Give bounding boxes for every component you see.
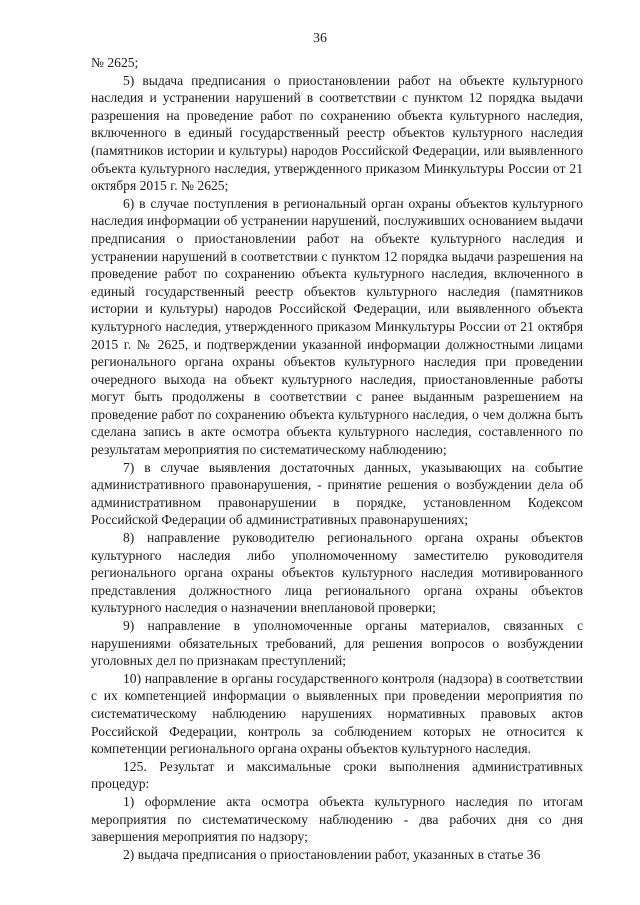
paragraph-continuation: № 2625; [91,55,139,70]
page-number: 36 [313,31,327,46]
paragraph-item-7: 7) в случае выявления достаточных данных, указывающих на событие административного правонарушения, - принятие решения о возбуждении дела об административном правонарушении в порядке, установленном Кодексом Российской Федерации об административных правонарушениях; [91,459,583,528]
paragraph-item-8: 8) направление руководителю регионального органа охраны объектов культурного наследия либо уполномоченному заместителю руководителя регионального органа охраны объектов культурного наследия мотивированного представления должностного лица регионального органа охраны объектов культурного наследия о назначении внеплановой проверки; [91,530,583,616]
paragraph-item-5: 5) выдача предписания о приостановлении работ на объекте культурного наследия и устранении нарушений в соответствии с пунктом 12 порядка выдачи разрешения на проведение работ по сохранению объекта культурного наследия, включенного в единый государственный реестр объектов культурного наследия (памятников истории и культуры) народов Российской Федерации, или выявленного объекта культурного наследия, утвержденного приказом Минкультуры России от 21 октября 2015 г. № 2625; [91,72,583,194]
paragraph-item-6: 6) в случае поступления в региональный орган охраны объектов культурного наследия информации об устранении нарушений, послуживших основанием выдачи предписания о приостановлении работ на объекте культурного наследия и устранении нарушений в соответствии с пунктом 12 порядка выдачи разрешения на проведение работ по сохранению объекта культурного наследия, включенного в единый государственный реестр объектов культурного наследия (памятников истории и культуры) народов Российской Федерации, или выявленного объекта культурного наследия, утвержденного приказом Минкультуры России от 21 октября 2015 г. № 2625, и подтверждении указанной информации должностными лицами регионального органа охраны объектов культурного наследия при проведении очередного выхода на объект культурного наследия, приостановленные работы могут быть продолжены в соответствии с ранее выданным разрешением на проведение работ по сохранению объекта культурного наследия, о чем должна быть сделана запись в акте осмотра объекта культурного наследия, составленного по результатам мероприятия по систематическому наблюдению; [91,195,583,458]
document-body [91,54,583,863]
paragraph-125-item-2: 2) выдача предписания о приостановлении работ, указанных в статье 36 [123,846,541,862]
paragraph-item-10: 10) направление в органы государственного контроля (надзора) в соответствии с их компетенцией информации о выявленных при проведении мероприятия по систематическому наблюдению нарушениях нормативных правовых актов Российской Федерации, контроль за соблюдением которых не относится к компетенции регионального органа охраны объектов культурного наследия. [91,670,583,757]
paragraph-125-item-1: 1) оформление акта осмотра объекта культурного наследия по итогам мероприятия по систематическому наблюдению - два рабочих дня со дня завершения мероприятия по надзору; [91,793,583,845]
paragraph-item-9: 9) направление в уполномоченные органы материалов, связанных с нарушениями обязательных требований, для решения вопросов о возбуждении уголовных дел по признакам преступлений; [91,618,583,669]
paragraph-clause-125: 125. Результат и максимальные сроки выполнения административных процедур: [91,758,583,792]
